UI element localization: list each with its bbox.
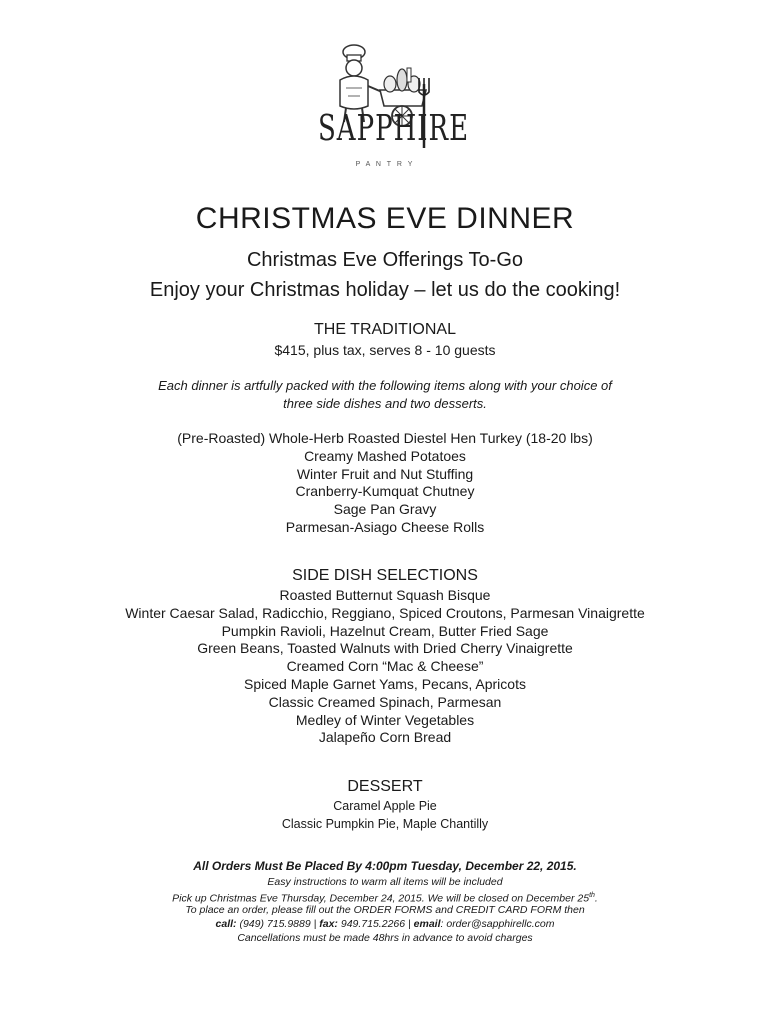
list-item: Classic Pumpkin Pie, Maple Chantilly [281,816,489,831]
list-item: Winter Fruit and Nut Stuffing [296,465,474,482]
tagline: Enjoy your Christmas holiday – let us do the cooking! [149,279,621,301]
list-item: Spiced Maple Garnet Yams, Pecans, Apricots [244,675,526,692]
list-item: Classic Creamed Spinach, Parmesan [268,693,502,710]
pickup-ordinal: th [589,892,595,899]
dessert-list [0,798,770,833]
list-item: Sage Pan Gravy [333,501,437,518]
subtitle: Christmas Eve Offerings To-Go [246,249,524,271]
traditional-intro-line-2: three side dishes and two desserts. [283,396,487,411]
traditional-intro-line-1: Each dinner is artfully packed with the following items along with your choice of [158,378,612,393]
traditional-items-list [0,430,770,537]
order-instructions: To place an order, please fill out the ORDER FORMS and CREDIT CARD FORM then [185,904,585,916]
side-dish-list [0,587,770,747]
logo-wordmark: SAPPHIRE [318,108,470,150]
contact-line [0,917,770,931]
phone-number[interactable]: (949) 715.9889 | [236,918,320,930]
list-item: Caramel Apple Pie [333,799,437,813]
list-item: Cranberry-Kumquat Chutney [295,483,475,500]
list-item: Parmesan-Asiago Cheese Rolls [285,518,485,535]
list-item: Creamy Mashed Potatoes [304,447,466,464]
fax-number: 949.715.2266 | [337,918,414,930]
pickup-text: Pick up Christmas Eve Thursday, December 24, 2015. We will be closed on December 25 [172,892,590,905]
list-item: Pumpkin Ravioli, Hazelnut Cream, Butter Fried Sage [221,622,549,639]
email-label: email [413,918,441,930]
email-address[interactable]: : order@sapphirellc.com [440,918,555,930]
list-item: Creamed Corn “Mac & Cheese” [286,658,484,675]
cancellation-policy: Cancellations must be made 48hrs in advance to avoid charges [237,932,533,944]
logo-tagline: P A N T R Y [355,161,415,168]
list-item: Medley of Winter Vegetables [295,711,475,728]
sapphire-pantry-logo [318,40,470,180]
side-dish-heading: SIDE DISH SELECTIONS [292,567,478,584]
list-item: Jalapeño Corn Bread [318,729,452,746]
list-item: (Pre-Roasted) Whole-Herb Roasted Diestel Hen Turkey (18-20 lbs) [177,430,593,446]
list-item: Roasted Butternut Squash Bisque [279,587,491,603]
fax-label: fax: [319,918,338,930]
dessert-heading: DESSERT [347,778,423,795]
list-item: Winter Caesar Salad, Radicchio, Reggiano, Spiced Croutons, Parmesan Vinaigrette [125,604,645,621]
traditional-price: $415, plus tax, serves 8 - 10 guests [274,342,496,358]
pickup-period: . [594,892,598,905]
warming-instructions: Easy instructions to warm all items will be included [267,876,503,888]
traditional-heading: THE TRADITIONAL [314,321,456,338]
list-item: Green Beans, Toasted Walnuts with Dried Cherry Vinaigrette [197,640,573,657]
call-label: call: [215,918,237,930]
order-deadline: All Orders Must Be Placed By 4:00pm Tuesday, December 22, 2015. [193,859,577,873]
page-title: CHRISTMAS EVE DINNER [195,202,575,235]
